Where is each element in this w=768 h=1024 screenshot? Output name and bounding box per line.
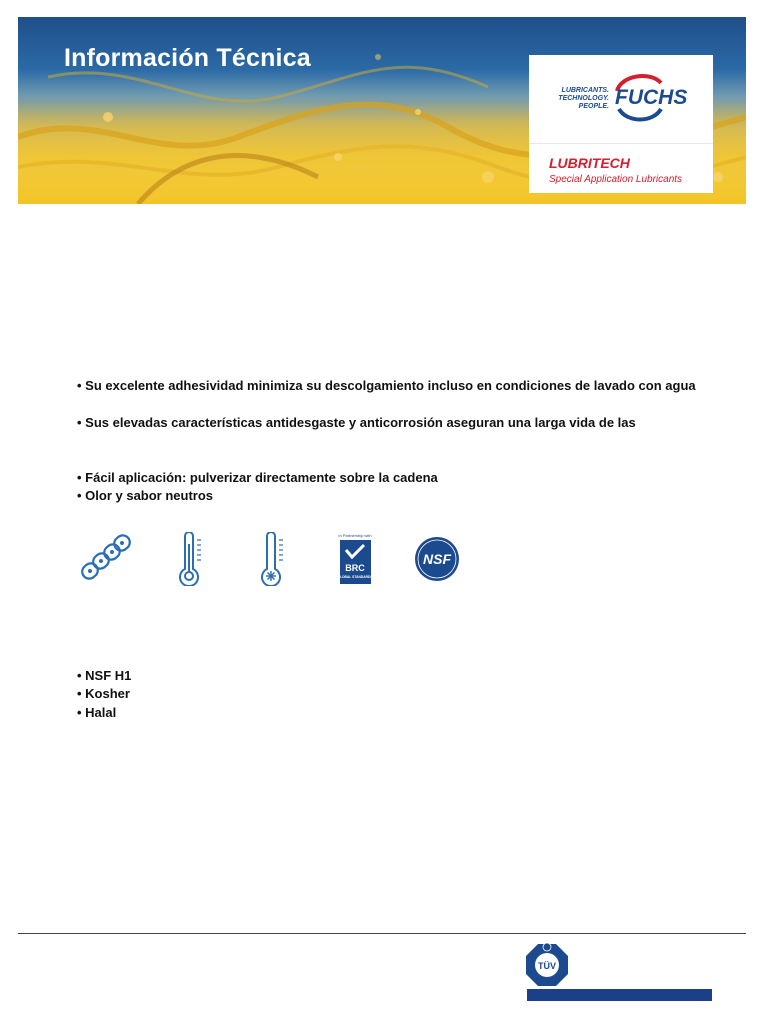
chain-icon: [80, 534, 132, 584]
lubritech-tagline: Special Application Lubricants: [549, 174, 683, 185]
brc-global-standards-icon: [337, 532, 373, 586]
fuchs-tagline-line: TECHNOLOGY.: [558, 95, 609, 102]
approval-item: • Kosher: [77, 686, 130, 701]
fuchs-tagline: [549, 87, 609, 111]
logo-divider: [529, 143, 713, 144]
benefit-item: • Fácil aplicación: pulverizar directamente sobre la cadena: [77, 470, 438, 485]
approval-item: • Halal: [77, 705, 117, 720]
brc-label: BRC: [345, 563, 365, 573]
brc-top-label: In Partnership with: [338, 533, 372, 538]
fuchs-tagline-line: PEOPLE.: [578, 103, 609, 110]
tuv-certification-icon: [524, 942, 570, 988]
page-title: Información Técnica: [64, 44, 311, 72]
benefit-item: • Sus elevadas características antidesgaste y anticorrosión aseguran una larga vida de las: [77, 415, 636, 430]
footer-bar: [527, 989, 712, 1001]
high-temperature-icon: [176, 532, 204, 586]
tuv-label: TÜV: [538, 961, 556, 971]
benefit-item: • Su excelente adhesividad minimiza su descolgamiento incluso en condiciones de lavado con agua: [77, 378, 696, 393]
brc-sub-label: GLOBAL STANDARDS: [337, 575, 373, 579]
fuchs-tagline-line: LUBRICANTS.: [561, 87, 609, 94]
fuchs-logo-text: FUCHS: [615, 86, 688, 109]
nsf-label: NSF: [423, 551, 451, 567]
low-temperature-icon: [258, 532, 286, 586]
benefit-item: • Olor y sabor neutros: [77, 488, 214, 503]
lubritech-logo-text: LUBRITECH: [549, 155, 630, 171]
nsf-icon: [414, 536, 460, 582]
header-banner: [18, 17, 746, 204]
footer-divider: [18, 933, 746, 934]
brand-logo-box: [529, 55, 713, 193]
approval-item: • NSF H1: [77, 668, 132, 683]
